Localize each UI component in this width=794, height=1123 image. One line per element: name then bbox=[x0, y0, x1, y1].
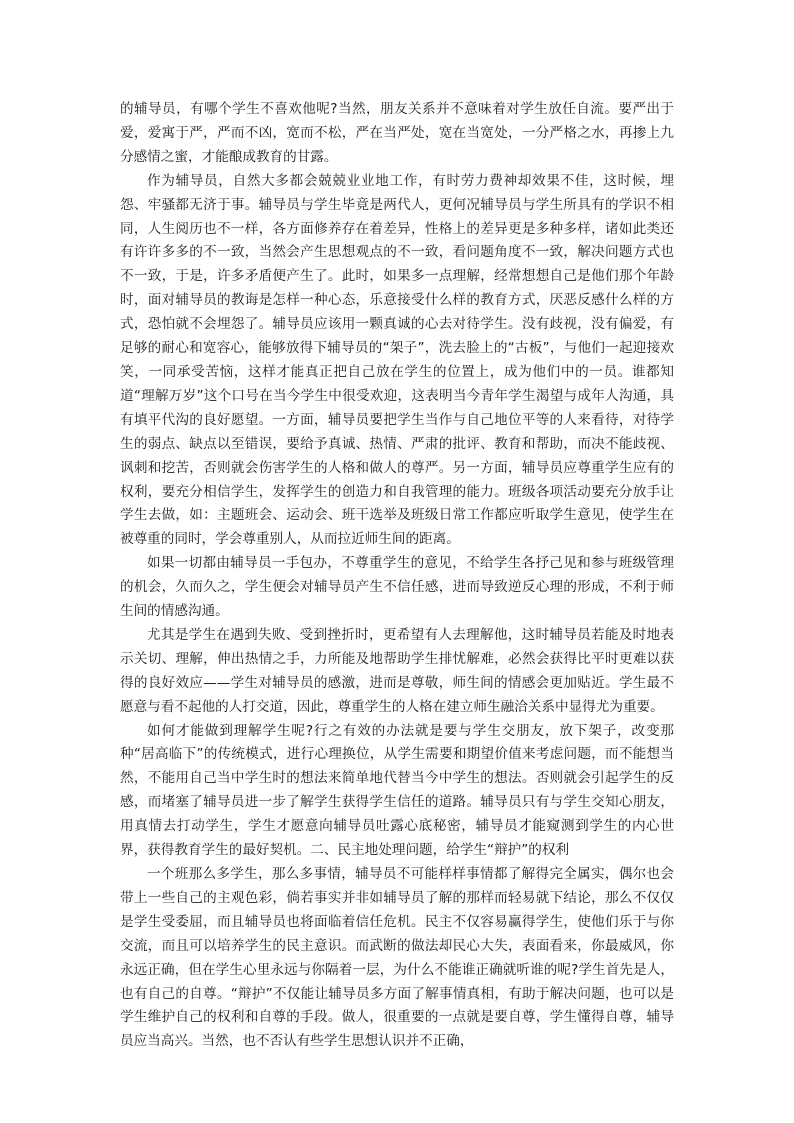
paragraph-6: 一个班那么多学生，那么多事情，辅导员不可能样样事情都了解得完全属实，偶尔也会带上一些自己的主观色彩，倘若事实并非如辅导员了解的那样而轻易就下结论，那么不仅仅是学生受委屈，而且辅导员也将面临着信任危机。民主不仅容易赢得学生，使他们乐于与你交流，而且可以培养学生的民主意识。而武断的做法却民心大失，表面看来，你最威风，你永远正确，但在学生心里永远与你隔着一层，为什么不能谁正确就听谁的呢?学生首先是人，也有自己的自尊。“辩护”不仅能让辅导员多方面了解事情真相，有助于解决问题，也可以是学生维护自己的权利和自尊的手段。做人，很重要的一点就是要自尊，学生懂得自尊，辅导员应当高兴。当然，也不否认有些学生思想认识并不正确， bbox=[120, 866, 674, 1050]
paragraph-5: 如何才能做到理解学生呢?行之有效的办法就是要与学生交朋友，放下架子，改变那种“居高临下”的传统模式，进行心理换位，从学生需要和期望价值来考虑问题，而不能想当然，不能用自己当中学生时的想法来简单地代替当今中学生的想法。否则就会引起学生的反感，而堵塞了辅导员进一步了解学生获得学生信任的道路。辅导员只有与学生交知心朋友，用真情去打动学生，学生才愿意向辅导员吐露心底秘密，辅导员才能窥测到学生的内心世界，获得教育学生的最好契机。二、民主地处理问题，给学生“辩护”的权利 bbox=[120, 722, 674, 859]
paragraph-1: 的辅导员，有哪个学生不喜欢他呢?当然，朋友关系并不意味着对学生放任自流。要严出于爱，爱寓于严，严而不凶，宽而不松，严在当严处，宽在当宽处，一分严格之水，再掺上九分感情之蜜，才能酿成教育的甘露。 bbox=[120, 101, 674, 165]
document-body bbox=[120, 98, 674, 1054]
paragraph-3: 如果一切都由辅导员一手包办，不尊重学生的意见，不给学生各抒己见和参与班级管理的机会，久而久之，学生便会对辅导员产生不信任感，进而导致逆反心理的形成，不利于师生间的情感沟通。 bbox=[120, 555, 674, 620]
paragraph-4: 尤其是学生在遇到失败、受到挫折时，更希望有人去理解他，这时辅导员若能及时地表示关切、理解，伸出热情之手，力所能及地帮助学生排忧解难，必然会获得比平时更难以获得的良好效应——学生对辅导员的感激，进而是尊敬，师生间的情感会更加贴近。学生最不愿意与看不起他的人打交道，因此，尊重学生的人格在建立师生融洽关系中显得尤为重要。 bbox=[120, 626, 674, 715]
paragraph-2: 作为辅导员，自然大多都会兢兢业业地工作，有时劳力费神却效果不佳，这时候，埋怨、牢骚都无济于事。辅导员与学生毕竟是两代人，更何况辅导员与学生所具有的学识不相同，人生阅历也不一样，各方面修养存在着差异，性格上的差异更是多种多样，诸如此类还有许许多多的不一致，当然会产生思想观点的不一致，看问题角度不一致，解决问题方式也不一致，于是，许多矛盾便产生了。此时，如果多一点理解，经常想想自己是他们那个年龄时，面对辅导员的教诲是怎样一种心态，乐意接受什么样的教育方式，厌恶反感什么样的方式，恐怕就不会埋怨了。辅导员应该用一颗真诚的心去对待学生。没有歧视，没有偏爱，有足够的耐心和宽容心，能够放得下辅导员的“架子”，洗去脸上的“古板”，与他们一起迎接欢笑，一同承受苦恼，这样才能真正把自己放在学生的位置上，成为他们中的一员。谁都知道“理解万岁”这个口号在当今学生中很受欢迎，这表明当今青年学生渴望与成年人沟通，具有填平代沟的良好愿望。一方面，辅导员要把学生当作与自己地位平等的人来看待，对待学生的弱点、缺点以至错误，要给予真诚、热情、严肃的批评、教育和帮助，而决不能歧视、讽刺和挖苦，否则就会伤害学生的人格和做人的尊严。另一方面，辅导员应尊重学生应有的权利，要充分相信学生，发挥学生的创造力和自我管理的能力。班级各项活动要充分放手让学生去做，如：主题班会、运动会、班干选举及班级日常工作都应听取学生意见，使学生在被尊重的同时，学会尊重别人，从而拉近师生间的距离。 bbox=[120, 172, 674, 548]
